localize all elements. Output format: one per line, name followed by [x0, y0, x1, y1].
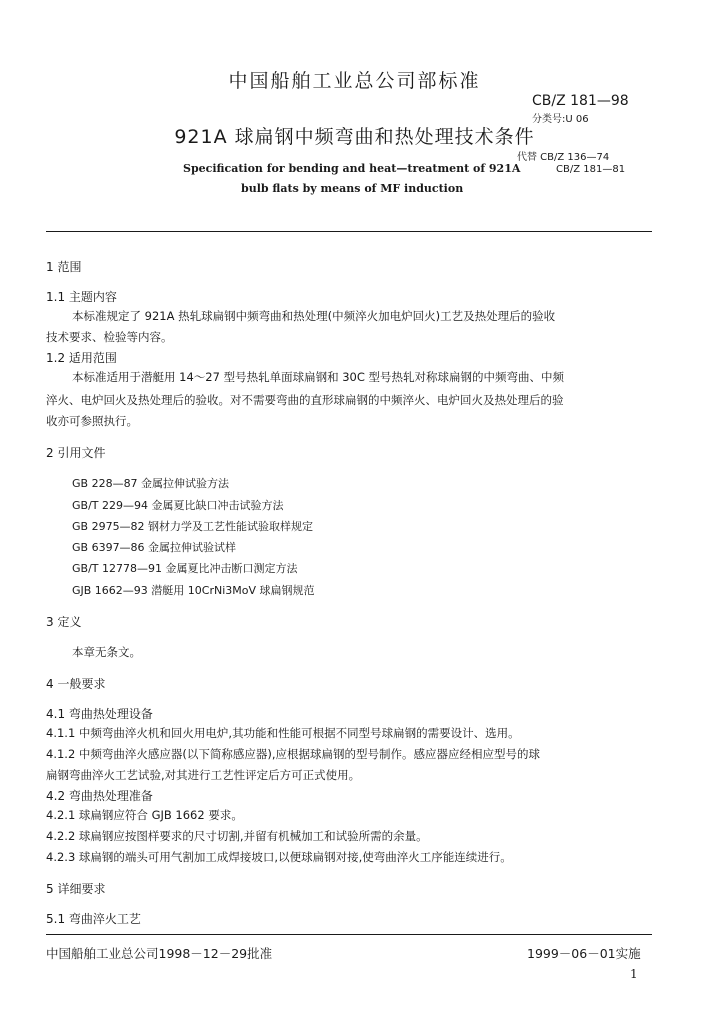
section-2-heading: 2 引用文件: [46, 446, 106, 460]
section-4-heading: 4 一般要求: [46, 677, 106, 691]
effective-date: 1999－06－01实施: [527, 946, 641, 961]
section-3-heading: 3 定义: [46, 615, 82, 629]
issuing-organization: 中国船舶工业总公司部标准: [228, 70, 481, 92]
reference-item: GB/T 229—94 金属夏比缺口冲击试验方法: [72, 499, 284, 512]
reference-item: GB/T 12778—91 金属夏比冲击断口测定方法: [72, 562, 298, 575]
section-4-2-2-text: 4.2.2 球扁钢应按图样要求的尺寸切割,并留有机械加工和试验所需的余量。: [46, 829, 428, 843]
reference-item: GB 6397—86 金属拉伸试验试样: [72, 541, 237, 554]
section-4-2-heading: 4.2 弯曲热处理准备: [46, 789, 153, 803]
section-1-2-text-line3: 收亦可参照执行。: [46, 414, 138, 428]
section-1-2-text-line1: 本标准适用于潜艇用 14～27 型号热轧单面球扁钢和 30C 型号热轧对称球扁钢的中频弯曲、中频: [72, 370, 565, 384]
reference-item: GB 228—87 金属拉伸试验方法: [72, 477, 230, 490]
reference-item: GJB 1662—93 潜艇用 10CrNi3MoV 球扁钢规范: [72, 584, 315, 597]
standard-code: CB/Z 181—98: [532, 93, 629, 109]
header-divider: [46, 231, 652, 232]
document-title-en-line2: bulb flats by means of MF induction: [241, 182, 464, 195]
reference-item: GB 2975—82 钢材力学及工艺性能试验取样规定: [72, 520, 314, 533]
section-1-2-text-line2: 淬火、电炉回火及热处理后的验收。对不需要弯曲的直形球扁钢的中频淬火、电炉回火及热处理后的验: [46, 393, 564, 407]
section-3-text: 本章无条文。: [72, 645, 141, 659]
section-5-heading: 5 详细要求: [46, 882, 106, 896]
document-title-cn: 921A 球扁钢中频弯曲和热处理技术条件: [174, 126, 535, 148]
section-4-2-3-text: 4.2.3 球扁钢的端头可用气割加工成焊接坡口,以便球扁钢对接,使弯曲淬火工序能连续进行。: [46, 850, 512, 864]
classification-number: 分类号:U 06: [532, 114, 589, 125]
document-title-en-line1: Specification for bending and heat—treatment of 921A: [183, 162, 521, 175]
section-4-1-2-text-line2: 扁钢弯曲淬火工艺试验,对其进行工艺性评定后方可正式使用。: [46, 768, 361, 782]
replaces-standard-1: 代替 CB/Z 136—74: [517, 152, 610, 163]
section-1-1-text-line1: 本标准规定了 921A 热轧球扁钢中频弯曲和热处理(中频淬火加电炉回火)工艺及热处理后的验收: [72, 309, 556, 323]
section-1-heading: 1 范围: [46, 260, 82, 274]
section-1-1-heading: 1.1 主题内容: [46, 290, 117, 304]
section-4-1-heading: 4.1 弯曲热处理设备: [46, 707, 153, 721]
section-4-1-2-text-line1: 4.1.2 中频弯曲淬火感应器(以下简称感应器),应根据球扁钢的型号制作。感应器应经相应型号的球: [46, 747, 541, 761]
section-4-2-1-text: 4.2.1 球扁钢应符合 GJB 1662 要求。: [46, 808, 243, 822]
page-number: 1: [630, 967, 638, 981]
replaces-standard-2: CB/Z 181—81: [556, 164, 626, 175]
section-4-1-1-text: 4.1.1 中频弯曲淬火机和回火用电炉,其功能和性能可根据不同型号球扁钢的需要设计、选用。: [46, 726, 520, 740]
approval-date: 中国船舶工业总公司1998－12－29批准: [46, 946, 273, 961]
section-5-1-heading: 5.1 弯曲淬火工艺: [46, 912, 141, 926]
section-1-1-text-line2: 技术要求、检验等内容。: [46, 330, 173, 344]
footer-divider: [46, 934, 652, 935]
section-1-2-heading: 1.2 适用范围: [46, 351, 117, 365]
